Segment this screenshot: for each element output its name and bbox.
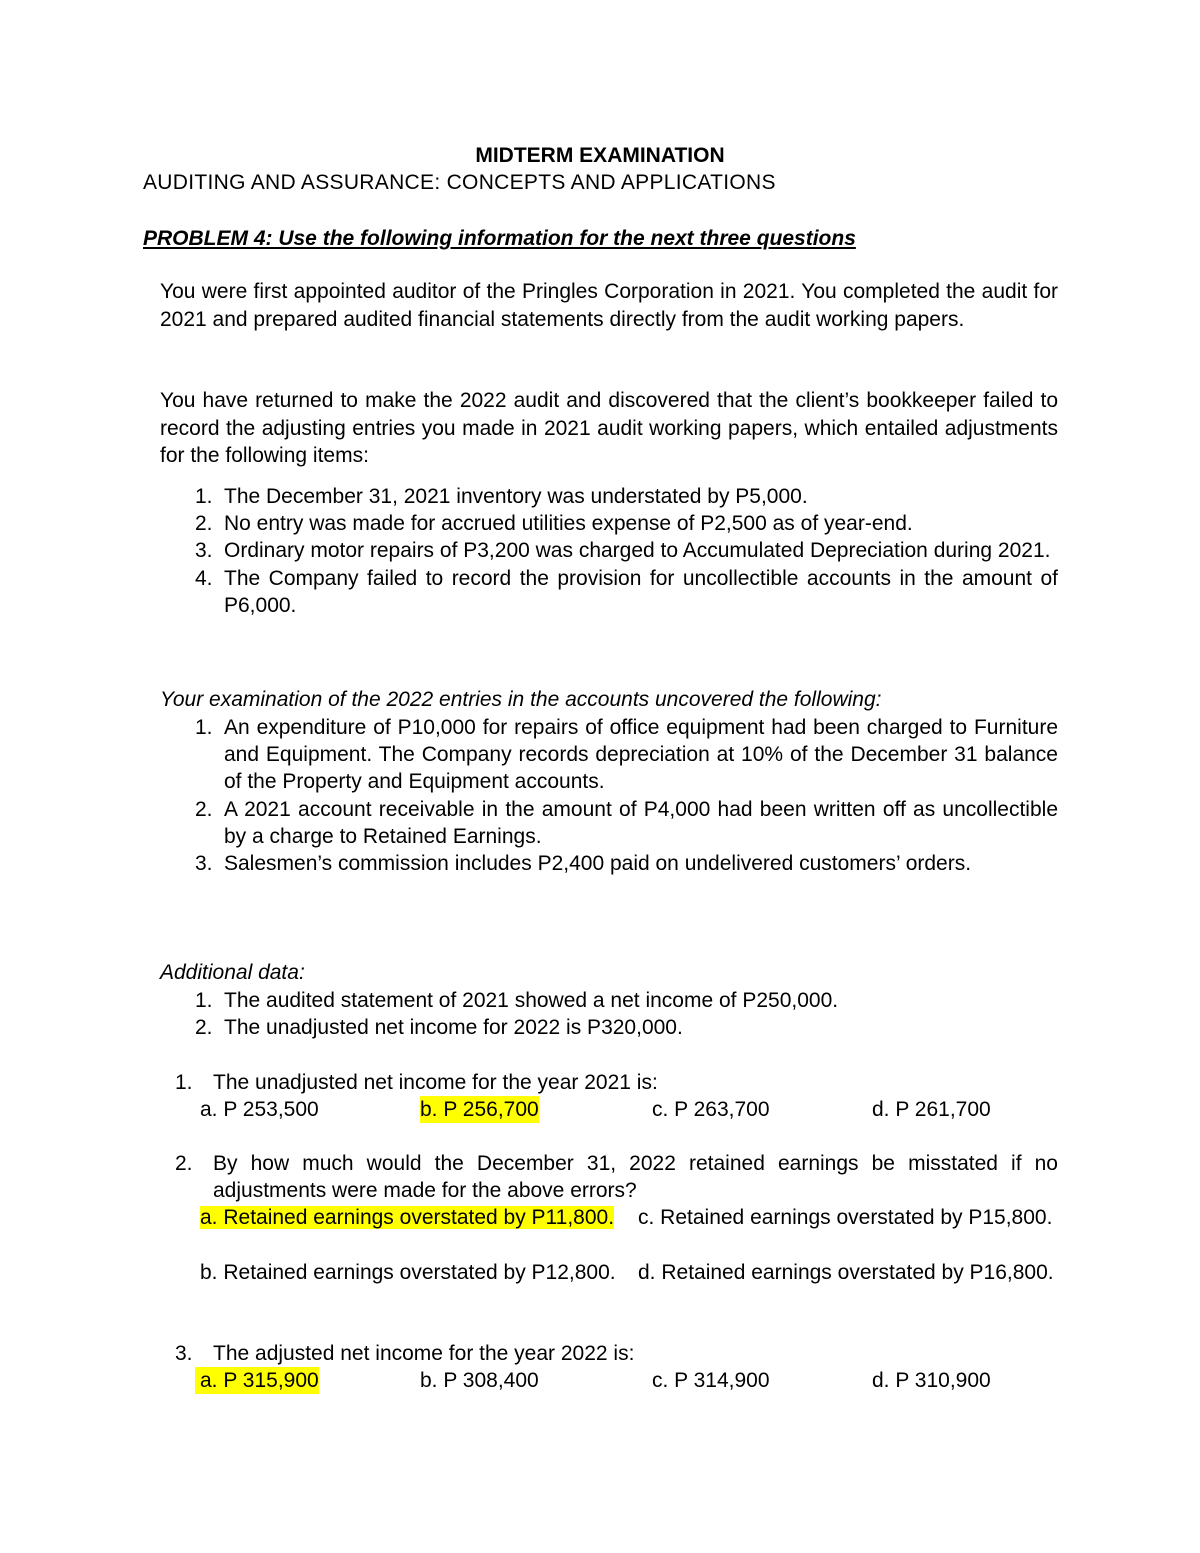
list-item: 1. An expenditure of P10,000 for repairs of office equipment had been charged to Furniture and Equipment. The Company records depreciation at 10% of the December 31 balance of the Property and Equipment accounts.: [195, 716, 1058, 794]
question-number: 3.: [175, 1342, 193, 1365]
option-d: d. Retained earnings overstated by P16,800.: [638, 1261, 1054, 1284]
list-item: 1. The December 31, 2021 inventory was understated by P5,000.: [195, 485, 808, 508]
page-title: MIDTERM EXAMINATION: [475, 144, 725, 167]
findings-2022-list: [195, 714, 1058, 877]
course-subtitle: AUDITING AND ASSURANCE: CONCEPTS AND APPLICATIONS: [143, 171, 776, 194]
question-number: 2.: [175, 1152, 193, 1175]
question-2: [175, 1150, 1058, 1284]
option-d: d. P 261,700: [872, 1098, 991, 1121]
problem-heading: PROBLEM 4: Use the following information for the next three questions: [143, 227, 856, 250]
examination-heading: Your examination of the 2022 entries in the accounts uncovered the following:: [160, 688, 882, 711]
answer-options: [200, 1367, 1058, 1395]
option-c: c. P 263,700: [652, 1098, 770, 1121]
option-d: d. P 310,900: [872, 1369, 991, 1392]
list-item: 2. No entry was made for accrued utilities expense of P2,500 as of year-end.: [195, 512, 913, 536]
list-item: 3. Ordinary motor repairs of P3,200 was charged to Accumulated Depreciation during 2021.: [195, 539, 1051, 563]
option-a-highlighted: a. P 315,900: [195, 1367, 319, 1394]
list-item: 2. A 2021 account receivable in the amount of P4,000 had been written off as uncollectible by a charge to Retained Earnings.: [195, 797, 1058, 848]
question-3: [175, 1340, 1058, 1395]
intro-paragraph-2: You have returned to make the 2022 audit and discovered that the client’s bookkeeper failed to record the adjusting entries you made in 2021 audit working papers, which entailed adjustments for the following items:: [160, 389, 1058, 467]
list-item: 3. Salesmen’s commission includes P2,400 paid on undelivered customers’ orders.: [195, 852, 972, 876]
option-c: c. Retained earnings overstated by P15,800.: [638, 1206, 1053, 1229]
question-text: The unadjusted net income for the year 2021 is:: [213, 1071, 658, 1094]
additional-data-heading: Additional data:: [160, 961, 305, 984]
adjustments-2021-list: [195, 483, 1058, 619]
option-a: a. P 253,500: [200, 1098, 319, 1121]
list-item: 4. The Company failed to record the provision for uncollectible accounts in the amount of P6,000.: [195, 566, 1058, 617]
question-1: [175, 1069, 1058, 1124]
option-b-highlighted: b. P 256,700: [420, 1098, 539, 1121]
option-b: b. P 308,400: [420, 1369, 539, 1392]
intro-paragraph-1: You were first appointed auditor of the Pringles Corporation in 2021. You completed the audit for 2021 and prepared audited financial statements directly from the audit working papers.: [160, 280, 1058, 331]
option-a-highlighted: a. Retained earnings overstated by P11,800.: [200, 1206, 615, 1229]
list-item: 1. The audited statement of 2021 showed a net income of P250,000.: [195, 989, 839, 1012]
question-text: By how much would the December 31, 2022 retained earnings be misstated if no adjustments were made for the above errors?: [213, 1152, 1058, 1202]
question-number: 1.: [175, 1071, 193, 1094]
list-item: 2. The unadjusted net income for 2022 is P320,000.: [195, 1016, 683, 1040]
option-b: b. Retained earnings overstated by P12,800.: [200, 1261, 616, 1284]
answer-options: [200, 1096, 1058, 1124]
question-text: The adjusted net income for the year 2022 is:: [213, 1342, 635, 1365]
additional-data-list: [195, 987, 1058, 1041]
option-c: c. P 314,900: [652, 1369, 770, 1392]
